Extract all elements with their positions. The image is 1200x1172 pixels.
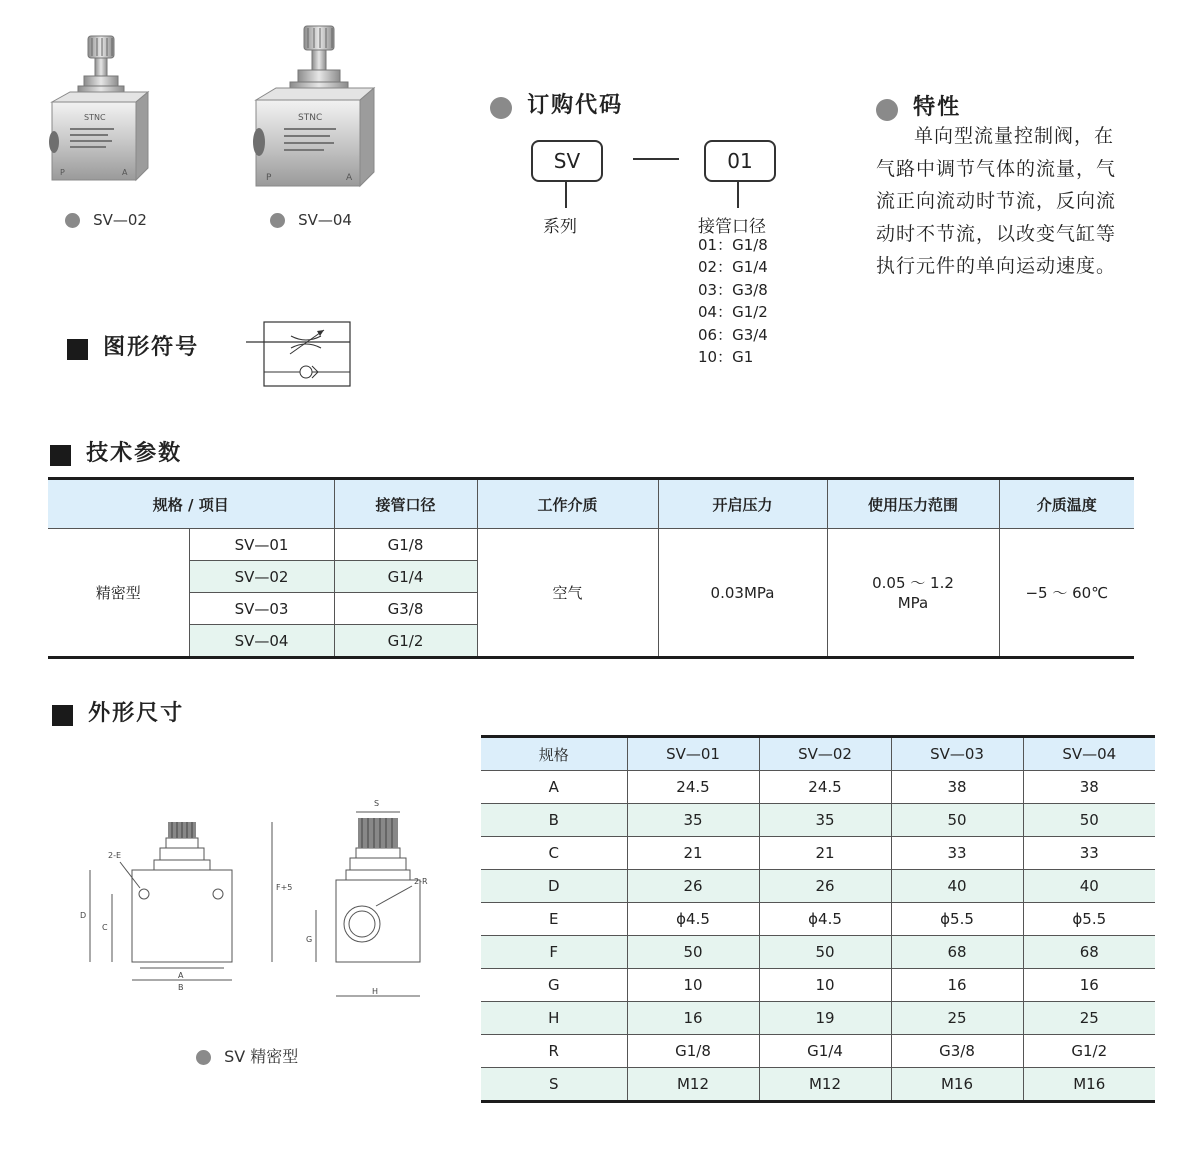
product-brand-logo: STNC bbox=[298, 113, 323, 123]
product-image-sv04 bbox=[250, 22, 390, 197]
table-row bbox=[481, 771, 1155, 804]
dimension-value-cell: G1/2 bbox=[1023, 1035, 1155, 1068]
port-cell: G1/2 bbox=[334, 625, 477, 658]
port-option: 01：G1/8 bbox=[698, 236, 768, 254]
label-s: S bbox=[374, 799, 380, 808]
dimension-key-cell: B bbox=[481, 804, 627, 837]
dimension-value-cell: 38 bbox=[1023, 771, 1155, 804]
header-cell: 工作介质 bbox=[477, 479, 658, 529]
header-cell: SV—01 bbox=[627, 737, 759, 771]
dimension-key-cell: C bbox=[481, 837, 627, 870]
table-row bbox=[481, 903, 1155, 936]
dimension-value-cell: 10 bbox=[759, 969, 891, 1002]
label-c: C bbox=[102, 923, 108, 932]
order-code-dash bbox=[633, 158, 679, 160]
model-cell: SV—04 bbox=[189, 625, 334, 658]
features-heading: 特性 bbox=[876, 90, 961, 121]
product-image-sv02 bbox=[40, 30, 160, 195]
dimension-key-cell: E bbox=[481, 903, 627, 936]
dimension-value-cell: M12 bbox=[759, 1068, 891, 1102]
graphic-symbol-diagram bbox=[246, 318, 354, 390]
dimension-value-cell: 26 bbox=[759, 870, 891, 903]
table-header-row bbox=[48, 479, 1134, 529]
table-row bbox=[481, 870, 1155, 903]
table-row bbox=[481, 804, 1155, 837]
dimension-key-cell: R bbox=[481, 1035, 627, 1068]
bullet-icon bbox=[65, 213, 80, 228]
dimension-value-cell: 25 bbox=[1023, 1002, 1155, 1035]
pressure-range-cell bbox=[827, 529, 999, 658]
dimension-value-cell: 50 bbox=[1023, 804, 1155, 837]
port-leader-line bbox=[737, 180, 739, 208]
dimension-value-cell: 38 bbox=[891, 771, 1023, 804]
dimension-value-cell: 33 bbox=[891, 837, 1023, 870]
label-g: G bbox=[306, 935, 313, 944]
dimension-value-cell: G1/4 bbox=[759, 1035, 891, 1068]
port-option: 03：G3/8 bbox=[698, 280, 768, 299]
dimension-key-cell: S bbox=[481, 1068, 627, 1102]
label-2e: 2-E bbox=[108, 851, 122, 860]
dimension-value-cell: 21 bbox=[759, 837, 891, 870]
table-row bbox=[481, 1002, 1155, 1035]
dimension-value-cell: 50 bbox=[891, 804, 1023, 837]
dimension-value-cell: 25 bbox=[891, 1002, 1023, 1035]
product-port-a-label: A bbox=[122, 168, 128, 177]
port-options-list bbox=[698, 234, 768, 368]
symbol-section-heading: 图形符号 bbox=[67, 330, 199, 361]
port-cell: G1/4 bbox=[334, 561, 477, 593]
product-caption-sv02: SV—02 bbox=[65, 210, 147, 229]
pressure-range-value: 0.05 ～ 1.2 bbox=[872, 573, 954, 592]
dimension-drawing bbox=[40, 790, 440, 1020]
label-d: D bbox=[80, 911, 87, 920]
dimension-value-cell: ϕ5.5 bbox=[891, 903, 1023, 936]
dimension-value-cell: 40 bbox=[891, 870, 1023, 903]
drawing-caption: SV 精密型 bbox=[196, 1044, 298, 1067]
table-row bbox=[48, 529, 1134, 561]
dimension-value-cell: 24.5 bbox=[627, 771, 759, 804]
dimension-value-cell: 50 bbox=[627, 936, 759, 969]
dimension-value-cell: G3/8 bbox=[891, 1035, 1023, 1068]
tech-section-heading: 技术参数 bbox=[50, 436, 182, 467]
product-brand-logo: STNC bbox=[84, 113, 106, 122]
port-option: 04：G1/2 bbox=[698, 303, 768, 322]
bullet-icon bbox=[876, 99, 898, 121]
dimension-value-cell: 68 bbox=[1023, 936, 1155, 969]
dimension-value-cell: 19 bbox=[759, 1002, 891, 1035]
header-cell: 介质温度 bbox=[999, 479, 1134, 529]
dimension-value-cell: 16 bbox=[627, 1002, 759, 1035]
header-cell: 使用压力范围 bbox=[827, 479, 999, 529]
port-option: 10：G1 bbox=[698, 348, 754, 367]
square-bullet-icon bbox=[50, 445, 71, 466]
model-cell: SV—03 bbox=[189, 593, 334, 625]
open-pressure-cell: 0.03MPa bbox=[658, 529, 827, 658]
features-text: 单向型流量控制阀，在气路中调节气体的流量，气流正向流动时节流，反向流动时不节流，以改变气缸等执行元件的单向运动速度。 bbox=[876, 125, 1117, 277]
group-cell: 精密型 bbox=[48, 529, 189, 658]
header-cell: 开启压力 bbox=[658, 479, 827, 529]
label-a: A bbox=[178, 971, 184, 980]
order-code-series-label: 系列 bbox=[543, 217, 577, 237]
dimension-value-cell: M16 bbox=[891, 1068, 1023, 1102]
dimension-value-cell: 50 bbox=[759, 936, 891, 969]
bullet-icon bbox=[270, 213, 285, 228]
header-cell: 接管口径 bbox=[334, 479, 477, 529]
header-cell: SV—02 bbox=[759, 737, 891, 771]
header-cell: SV—03 bbox=[891, 737, 1023, 771]
pressure-range-unit: MPa bbox=[897, 593, 929, 612]
medium-cell: 空气 bbox=[477, 529, 658, 658]
table-row bbox=[481, 969, 1155, 1002]
bullet-icon bbox=[196, 1050, 211, 1065]
dimension-value-cell: G1/8 bbox=[627, 1035, 759, 1068]
model-cell: SV—01 bbox=[189, 529, 334, 561]
dimension-value-cell: 33 bbox=[1023, 837, 1155, 870]
dimension-value-cell: ϕ4.5 bbox=[627, 903, 759, 936]
square-bullet-icon bbox=[52, 705, 73, 726]
temperature-cell: −5 ～ 60℃ bbox=[999, 529, 1134, 658]
dimension-value-cell: 35 bbox=[759, 804, 891, 837]
product-port-p-label: P bbox=[60, 168, 65, 177]
dims-section-heading: 外形尺寸 bbox=[52, 696, 184, 727]
header-cell: 规格 bbox=[481, 737, 627, 771]
dimension-value-cell: M12 bbox=[627, 1068, 759, 1102]
port-cell: G3/8 bbox=[334, 593, 477, 625]
dimension-key-cell: G bbox=[481, 969, 627, 1002]
square-bullet-icon bbox=[67, 339, 88, 360]
order-code-port-box: 01 bbox=[704, 140, 776, 182]
dimension-key-cell: F bbox=[481, 936, 627, 969]
dimension-value-cell: 35 bbox=[627, 804, 759, 837]
dimension-value-cell: 21 bbox=[627, 837, 759, 870]
dimension-key-cell: H bbox=[481, 1002, 627, 1035]
label-b: B bbox=[178, 983, 184, 992]
dimension-value-cell: 16 bbox=[1023, 969, 1155, 1002]
dimension-key-cell: A bbox=[481, 771, 627, 804]
dimensions-table bbox=[481, 735, 1155, 1103]
dimension-value-cell: 40 bbox=[1023, 870, 1155, 903]
order-code-port-label: 接管口径 bbox=[698, 217, 766, 237]
table-row bbox=[481, 936, 1155, 969]
dimension-value-cell: 24.5 bbox=[759, 771, 891, 804]
series-leader-line bbox=[565, 180, 567, 208]
tech-params-table bbox=[48, 477, 1134, 659]
table-row bbox=[481, 1068, 1155, 1102]
dimension-value-cell: 26 bbox=[627, 870, 759, 903]
header-cell: 规格 / 项目 bbox=[48, 479, 334, 529]
product-caption-sv04: SV—04 bbox=[270, 210, 352, 229]
dimension-value-cell: 10 bbox=[627, 969, 759, 1002]
header-cell: SV—04 bbox=[1023, 737, 1155, 771]
bullet-icon bbox=[490, 97, 512, 119]
product-port-p-label: P bbox=[266, 173, 272, 183]
model-cell: SV—02 bbox=[189, 561, 334, 593]
dimension-value-cell: 16 bbox=[891, 969, 1023, 1002]
product-port-a-label: A bbox=[346, 173, 353, 183]
port-option: 02：G1/4 bbox=[698, 258, 768, 277]
dimension-value-cell: ϕ5.5 bbox=[1023, 903, 1155, 936]
label-h: H bbox=[372, 987, 379, 996]
dimension-value-cell: ϕ4.5 bbox=[759, 903, 891, 936]
table-row bbox=[481, 837, 1155, 870]
dimension-key-cell: D bbox=[481, 870, 627, 903]
table-header-row bbox=[481, 737, 1155, 771]
port-cell: G1/8 bbox=[334, 529, 477, 561]
order-code-series-box: SV bbox=[531, 140, 603, 182]
dimension-value-cell: 68 bbox=[891, 936, 1023, 969]
label-f: F+5 bbox=[276, 883, 293, 892]
table-row bbox=[481, 1035, 1155, 1068]
dimension-value-cell: M16 bbox=[1023, 1068, 1155, 1102]
port-option: 06：G3/4 bbox=[698, 325, 768, 344]
order-code-heading: 订购代码 bbox=[490, 88, 623, 119]
label-2r: 2-R bbox=[414, 877, 428, 886]
